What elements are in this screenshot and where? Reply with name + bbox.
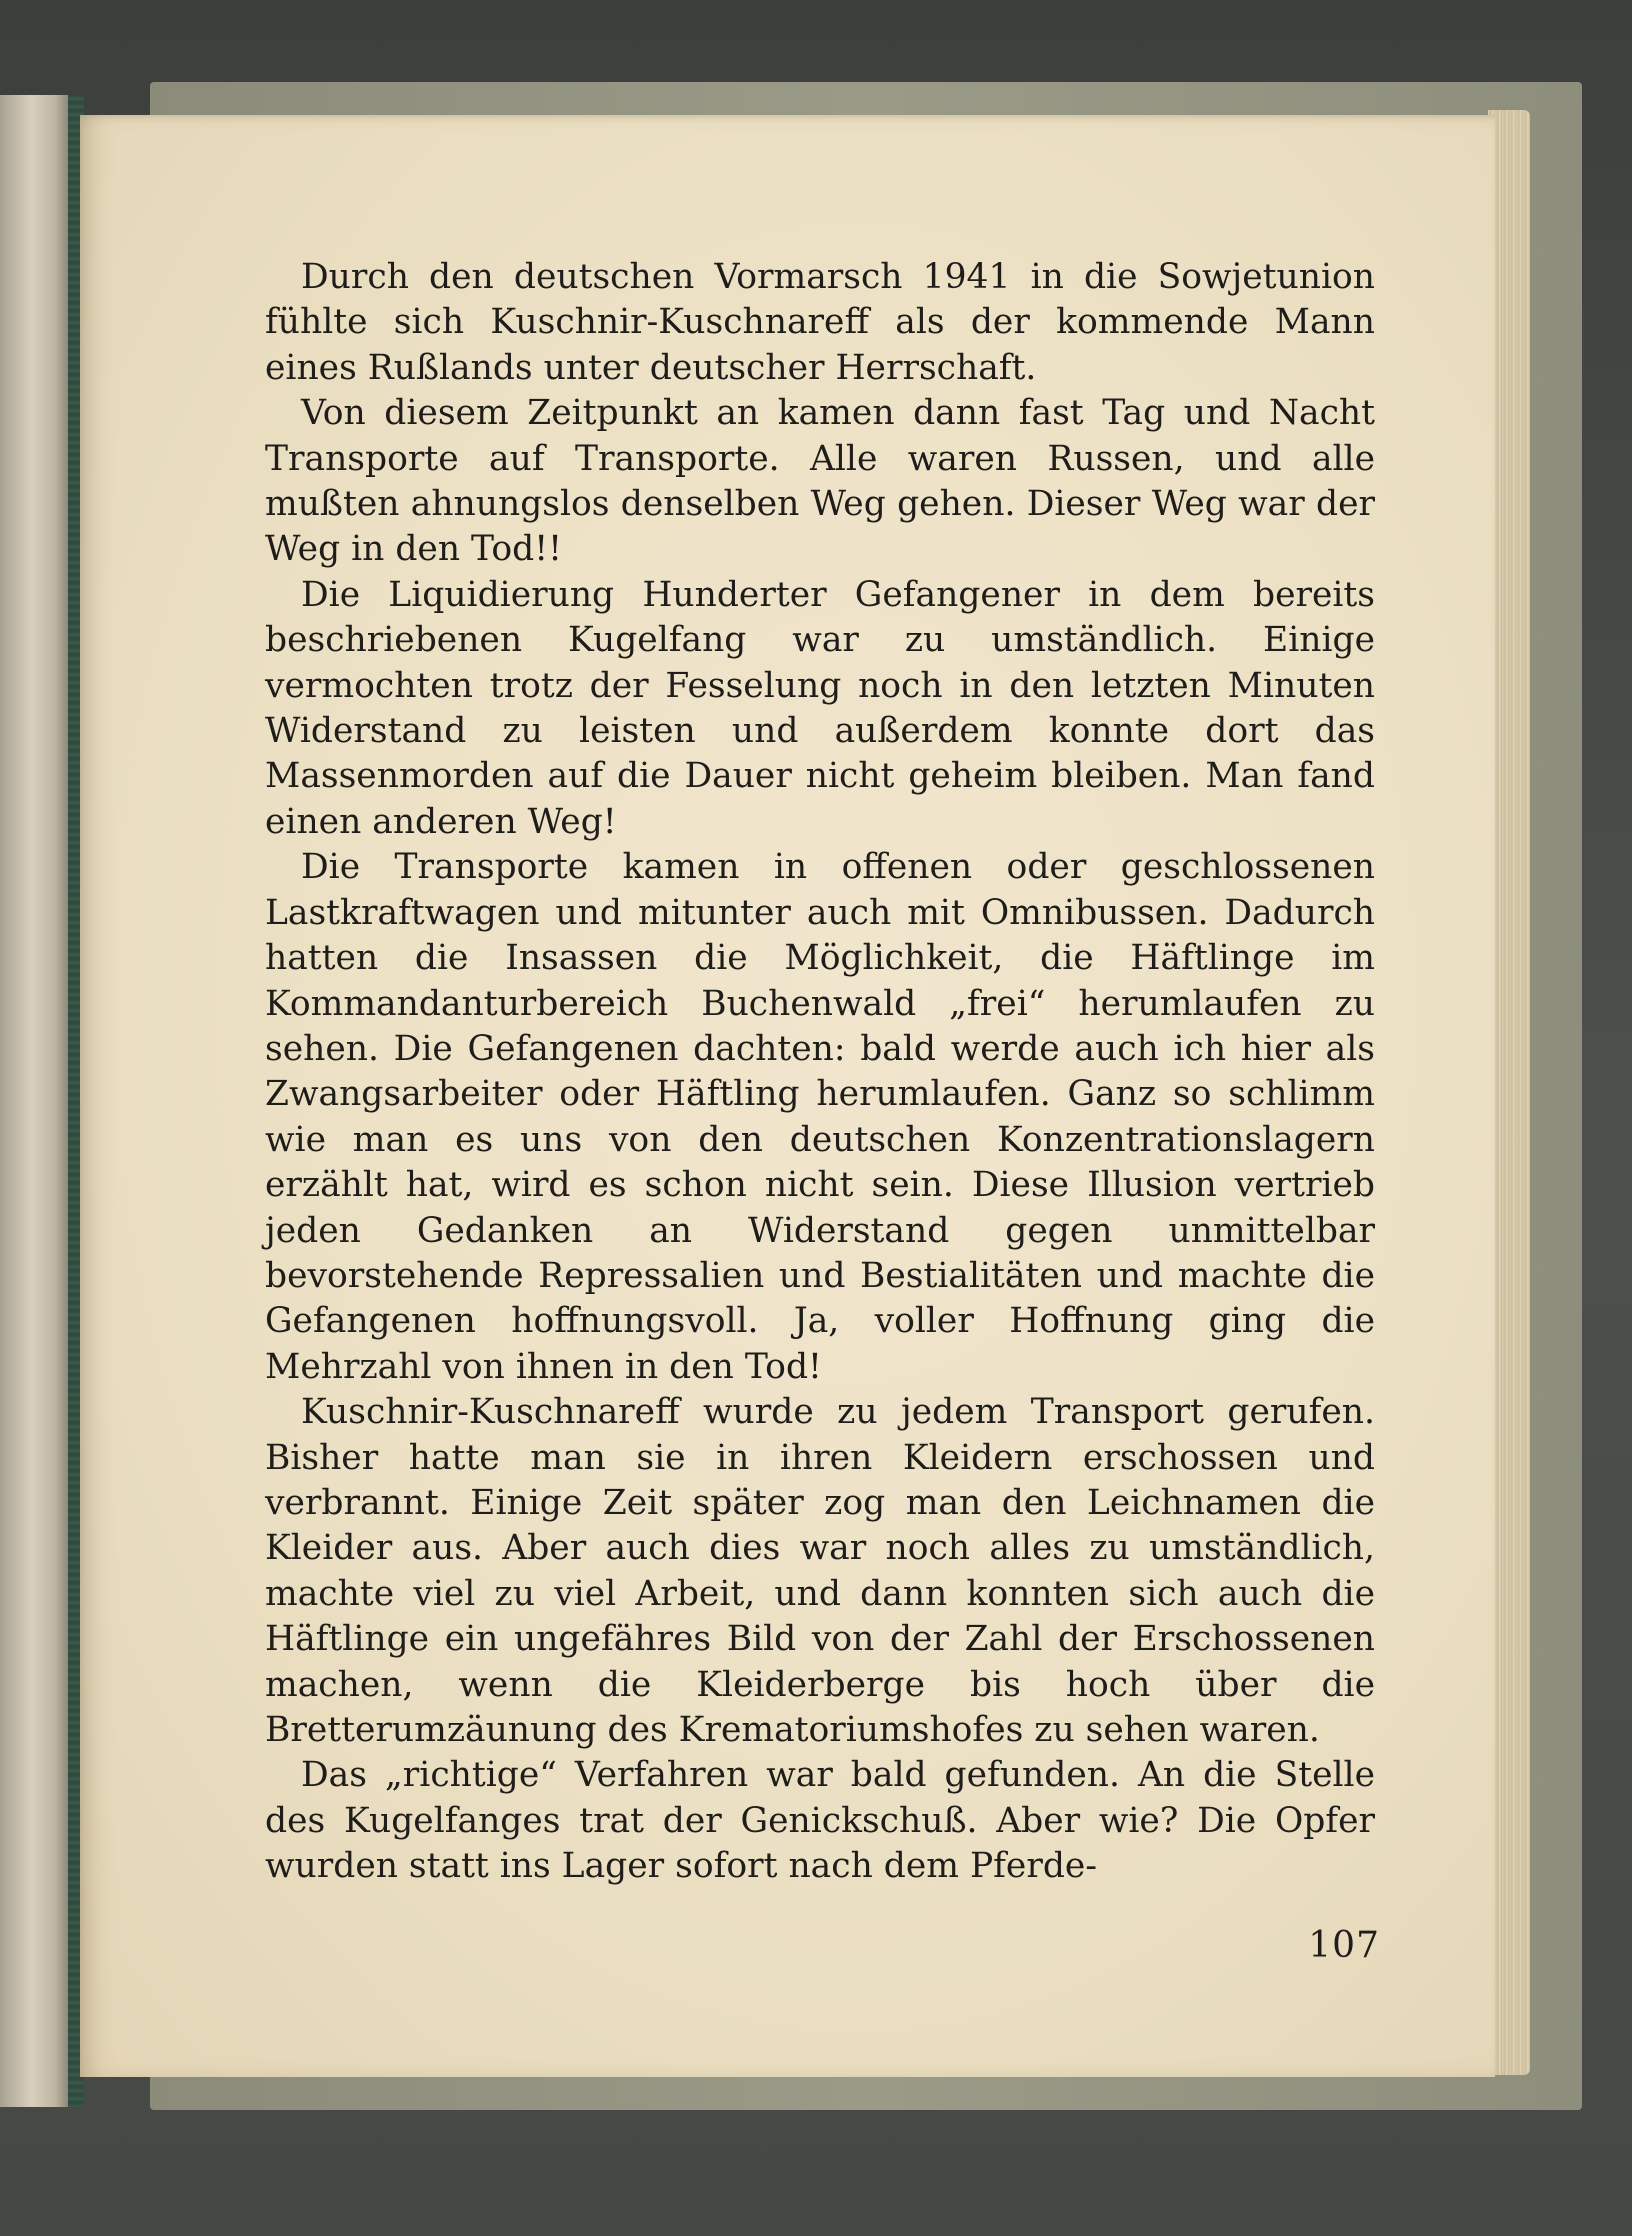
book-page bbox=[80, 115, 1495, 2077]
paragraph-5: Kuschnir-Kuschnareff wurde zu jedem Transport gerufen. Bisher hatte man sie in ihren Kleidern erschossen und verbrannt. Einige Zeit später zog man den Leichnamen die Kleider aus. Aber auch dies war noch alles zu umständlich, machte viel zu viel Arbeit, und dann konnten sich auch die Häftlinge ein ungefähres Bild von der Zahl der Erschossenen machen, wenn die Kleiderberge bis hoch über die Bretterumzäunung des Krematoriumshofes zu sehen waren. bbox=[265, 1392, 1375, 1750]
paragraph-6: Das „richtige“ Verfahren war bald gefunden. An die Stelle des Kugelfanges trat der Genickschuß. Aber wie? Die Opfer wurden statt ins Lager sofort nach dem Pferde- bbox=[265, 1755, 1375, 1887]
paragraph-1: Durch den deutschen Vormarsch 1941 in die Sowjetunion fühlte sich Kuschnir-Kuschnareff als der kommende Mann eines Rußlands unter deutscher Herrschaft. bbox=[265, 257, 1375, 388]
page-number: 107 bbox=[1308, 1925, 1380, 1966]
paragraph-3: Die Liquidierung Hunderter Gefangener in dem bereits beschriebenen Kugelfang war zu umständlich. Einige vermochten trotz der Fesselung noch in den letzten Minuten Widerstand zu leisten und außerdem konnte dort das Massenmorden auf die Dauer nicht geheim bleiben. Man fand einen anderen Weg! bbox=[265, 574, 1375, 842]
body-text bbox=[265, 255, 1375, 1890]
book-spine bbox=[0, 95, 78, 2107]
paragraph-2: Von diesem Zeitpunkt an kamen dann fast Tag und Nacht Transporte auf Transporte. Alle waren Russen, und alle mußten ahnungslos denselben Weg gehen. Dieser Weg war der Weg in den Tod!! bbox=[265, 393, 1375, 570]
paragraph-4: Die Transporte kamen in offenen oder geschlossenen Lastkraftwagen und mitunter auch mit Omnibussen. Dadurch hatten die Insassen die Möglichkeit, die Häftlinge im Kommandanturbereich Buchenwald „frei“ herumlaufen zu sehen. Die Gefangenen dachten: bald werde auch ich hier als Zwangsarbeiter oder Häftling herumlaufen. Ganz so schlimm wie man es uns von den deutschen Konzentrationslagern erzählt hat, wird es schon nicht sein. Diese Illusion vertrieb jeden Gedanken an Widerstand gegen unmittelbar bevorstehende Repressalien und Bestialitäten und machte die Gefangenen hoffnungsvoll. Ja, voller Hoffnung ging die Mehrzahl von ihnen in den Tod! bbox=[265, 847, 1375, 1387]
